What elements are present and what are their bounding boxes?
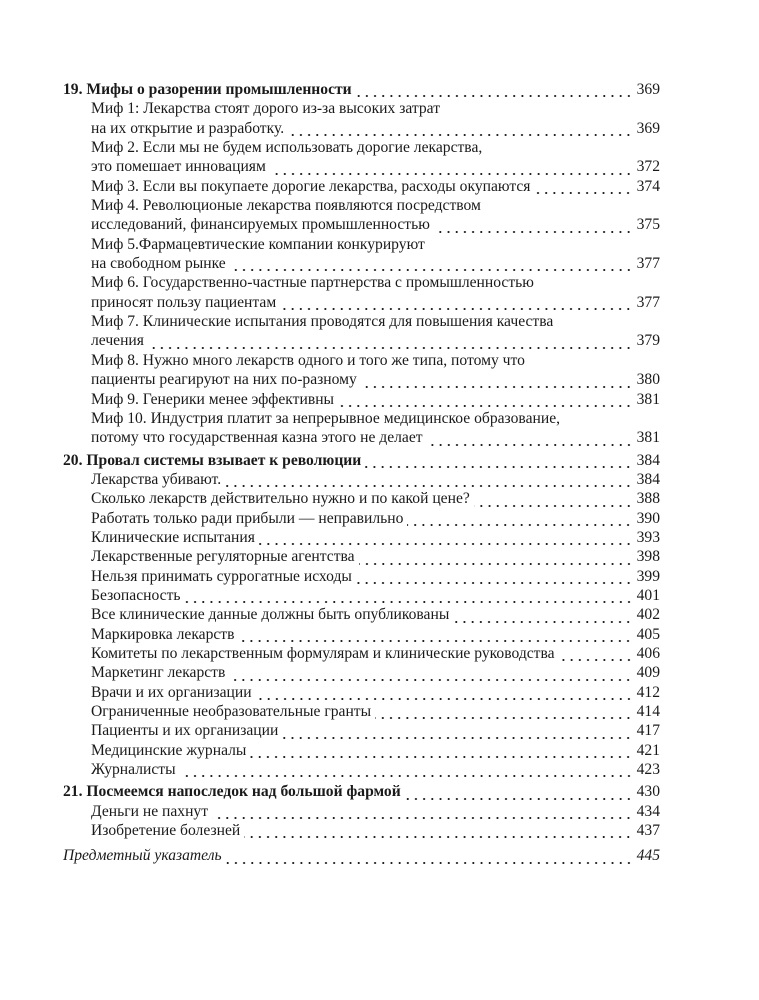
toc-entry [63, 254, 660, 273]
dot-leader [405, 783, 633, 802]
page-number: 398 [636, 548, 660, 566]
page-number: 437 [636, 822, 660, 840]
dot-leader [365, 451, 632, 470]
entry-title: на их открытие и разработку. [91, 119, 285, 137]
entry-title: потому что государственная казна этого не делает [91, 429, 423, 447]
toc-entry [63, 702, 660, 721]
dot-leader [359, 548, 633, 567]
dot-leader [559, 644, 633, 663]
dot-leader [212, 802, 633, 821]
dot-leader [474, 490, 633, 509]
toc-entry [63, 760, 660, 779]
page-number: 406 [636, 644, 660, 662]
dot-leader [148, 332, 633, 351]
dot-leader [434, 216, 633, 235]
page-number: 434 [636, 802, 660, 820]
entry-title: Изобретение болезней [91, 822, 241, 840]
dot-leader [453, 606, 632, 625]
dot-leader [280, 293, 632, 312]
entry-title: Миф 9. Генерики менее эффективны [91, 390, 335, 408]
entry-title: 21. Посмеемся напоследок над большой фармой [63, 783, 401, 801]
page-number: 399 [636, 567, 660, 585]
toc-entry [63, 683, 660, 702]
toc-entry [63, 625, 660, 644]
page-number: 374 [636, 177, 660, 195]
toc-entry [63, 547, 660, 566]
dot-leader [238, 625, 632, 644]
entry-title: Лекарственные регуляторные агентства [91, 548, 355, 566]
toc-entry [63, 293, 660, 312]
chapter-heading [63, 80, 660, 99]
toc-entry [63, 428, 660, 447]
chapter-block [63, 451, 660, 780]
entry-title: Сколько лекарств действительно нужно и по какой цене? [91, 490, 470, 508]
entry-title: лечения [91, 332, 144, 350]
entry-title: Журналисты [91, 761, 176, 779]
dot-leader [270, 158, 633, 177]
page-number: 369 [636, 119, 660, 137]
entry-line: Миф 7. Клинические испытания проводятся для повышения качества [91, 313, 554, 331]
entry-title: Нельзя принимать суррогатные исходы [91, 567, 352, 585]
entry-line: Миф 10. Индустрия платит за непрерывное медицинское образование, [91, 409, 561, 427]
entry-title: Все клинические данные должны быть опубликованы [91, 606, 450, 624]
toc-entry [63, 663, 660, 682]
entry-title: на свободном рынке [91, 255, 226, 273]
page-number: 393 [636, 528, 660, 546]
entry-title: приносят пользу пациентам [91, 293, 277, 311]
dot-leader [288, 119, 633, 138]
toc-entry [63, 157, 660, 176]
page-number: 402 [636, 606, 660, 624]
entry-title: пациенты реагируют на них по-разному [91, 371, 357, 389]
dot-leader [230, 254, 633, 273]
chapter-heading [63, 782, 660, 801]
page-number: 430 [636, 783, 660, 801]
page-number: 423 [636, 761, 660, 779]
dot-leader [375, 702, 633, 721]
dot-leader [356, 567, 633, 586]
toc-entry [63, 741, 660, 760]
toc-entry [63, 390, 660, 409]
dot-leader [534, 177, 632, 196]
entry-title: Медицинские журналы [91, 741, 247, 759]
entry-line: Миф 6. Государственно-частные партнерства с промышленностью [91, 274, 534, 292]
page-number: 409 [636, 664, 660, 682]
dot-leader [259, 528, 633, 547]
entry-title: Маркировка лекарств [91, 625, 235, 643]
toc-entry [63, 489, 660, 508]
entry-title: Работать только ради прибыли — неправильно [91, 509, 404, 527]
entry-title: Пациенты и их организации [91, 722, 279, 740]
page-number: 412 [636, 683, 660, 701]
entry-line: Миф 4. Революционые лекарства появляются посредством [91, 197, 481, 215]
entry-title: Ограниченные необразовательные гранты [91, 703, 372, 720]
page-number: 369 [636, 81, 660, 98]
table-of-contents [63, 80, 660, 866]
entry-title: Маркетинг лекарств [91, 664, 226, 682]
entry-title: Лекарства убивают. [91, 470, 222, 488]
dot-leader [338, 390, 633, 409]
dot-leader [229, 664, 632, 683]
dot-leader [180, 760, 633, 779]
toc-entry [63, 644, 660, 663]
dot-leader [361, 371, 633, 390]
page-number: 377 [636, 293, 660, 311]
dot-leader [356, 80, 633, 99]
page-number: 372 [636, 158, 660, 176]
entry-line: Миф 5.Фармацевтические компании конкурируют [91, 235, 425, 253]
dot-leader [185, 586, 633, 605]
page-number: 377 [636, 255, 660, 273]
entry-title: Врачи и их организации [91, 683, 252, 701]
toc-entry [63, 470, 660, 489]
dot-leader [282, 722, 632, 741]
page-number: 384 [636, 470, 660, 488]
chapter-block [63, 782, 660, 840]
dot-leader [226, 847, 633, 866]
page-number: 381 [636, 429, 660, 447]
toc-entry [63, 586, 660, 605]
entry-title: 20. Провал системы взывает к революции [63, 451, 362, 469]
entry-line: Миф 1: Лекарства стоят дорого из-за высоких затрат [91, 100, 441, 118]
entry-title: исследований, финансируемых промышленностью [91, 216, 430, 234]
page-number: 414 [636, 703, 660, 720]
toc-entry [63, 567, 660, 586]
toc-entry [63, 215, 660, 234]
entry-title: Деньги не пахнут [91, 802, 209, 820]
entry-line: Миф 2. Если мы не будем использовать дорогие лекарства, [91, 139, 483, 157]
page-number: 401 [636, 586, 660, 604]
chapter-heading [63, 451, 660, 470]
page-number: 405 [636, 625, 660, 643]
page-number: 390 [636, 509, 660, 527]
entry-title: Клинические испытания [91, 528, 255, 546]
entry-line: Миф 8. Нужно много лекарств одного и того же типа, потому что [91, 351, 525, 369]
entry-title: 19. Мифы о разорении промышленности [63, 81, 352, 98]
entry-title: Предметный указатель [63, 847, 222, 865]
toc-entry [63, 528, 660, 547]
dot-leader [407, 509, 632, 528]
entry-title: Миф 3. Если вы покупаете дорогие лекарства, расходы окупаются [91, 177, 531, 195]
toc-entry [63, 370, 660, 389]
chapter-block [63, 80, 660, 448]
entry-title: Безопасность [91, 586, 181, 604]
toc-entry [63, 802, 660, 821]
index-entry [63, 846, 660, 865]
dot-leader [256, 683, 633, 702]
toc-entry [63, 605, 660, 624]
entry-title: Комитеты по лекарственным формулярам и клинические руководства [91, 644, 555, 662]
page-number: 445 [636, 847, 660, 865]
toc-entry [63, 721, 660, 740]
dot-leader [250, 741, 632, 760]
page-number: 421 [636, 741, 660, 759]
toc-entry [63, 821, 660, 840]
page-number: 379 [636, 332, 660, 350]
dot-leader [427, 429, 633, 448]
toc-entry [63, 509, 660, 528]
toc-entry [63, 331, 660, 350]
toc-entry [63, 119, 660, 138]
dot-leader [244, 821, 632, 840]
dot-leader [225, 470, 633, 489]
page-number: 384 [636, 451, 660, 469]
entry-title: это помешает инновациям [91, 158, 266, 176]
page-number: 417 [636, 722, 660, 740]
page-number: 375 [636, 216, 660, 234]
toc-entry [63, 177, 660, 196]
page-number: 380 [636, 371, 660, 389]
page-number: 381 [636, 390, 660, 408]
page-number: 388 [636, 490, 660, 508]
